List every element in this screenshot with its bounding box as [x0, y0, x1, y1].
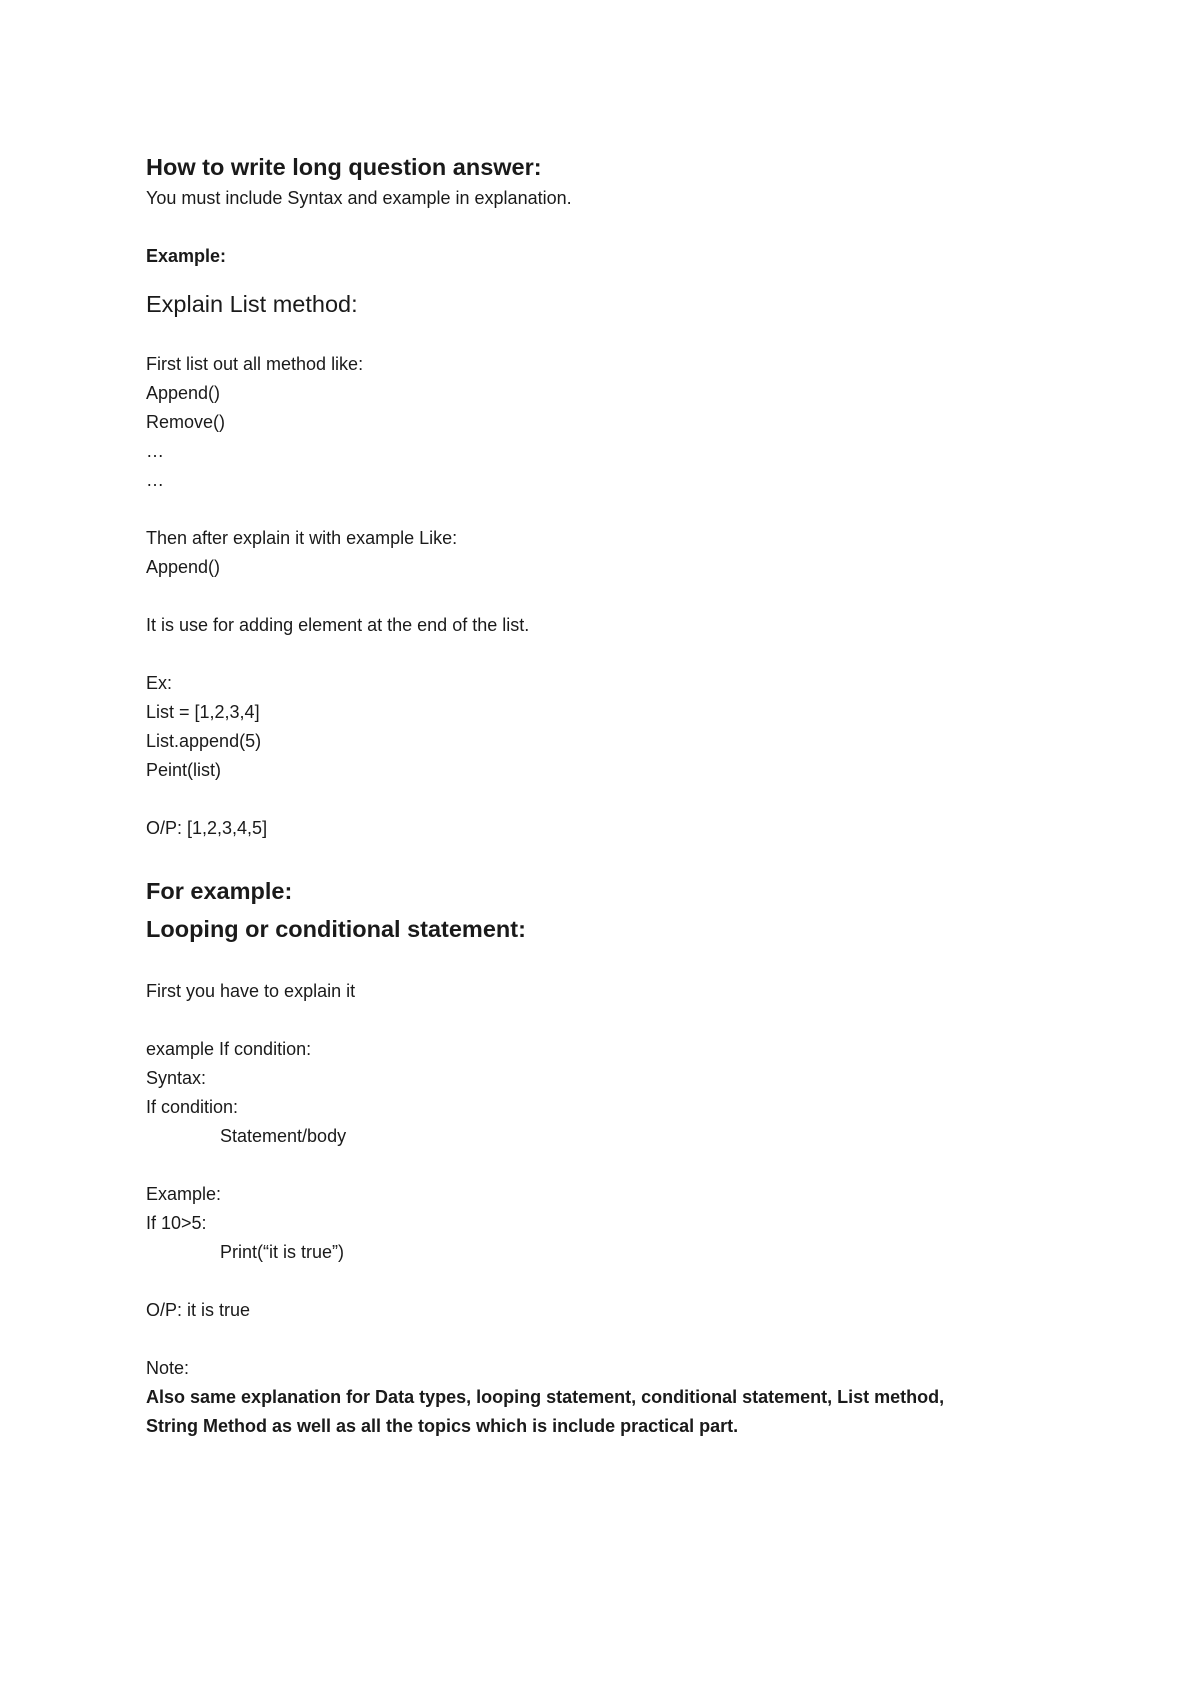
method-name: Append() — [146, 557, 221, 577]
code-body: Print(“it is true”) — [220, 1242, 345, 1262]
spacer — [146, 1151, 1046, 1180]
intro-text: You must include Syntax and example in explanation. — [146, 188, 572, 208]
note-text: String Method as well as all the topics which is include practical part. — [146, 1416, 739, 1436]
document-content — [146, 150, 1046, 1441]
example-label: Example: — [146, 246, 227, 266]
method-item: … — [146, 470, 164, 490]
code-line: List.append(5) — [146, 731, 262, 751]
code-line: Peint(list) — [146, 760, 222, 780]
explain-line: First you have to explain it — [146, 981, 356, 1001]
spacer — [146, 948, 1046, 977]
syntax-body: Statement/body — [220, 1126, 347, 1146]
code-line: List = [1,2,3,4] — [146, 702, 260, 722]
method-item: Remove() — [146, 412, 226, 432]
output-line: O/P: [1,2,3,4,5] — [146, 818, 268, 838]
method-item: … — [146, 441, 164, 461]
spacer — [146, 582, 1046, 611]
document-title: How to write long question answer: — [146, 154, 542, 180]
list-intro: First list out all method like: — [146, 354, 364, 374]
note-text: Also same explanation for Data types, looping statement, conditional statement, List method, — [146, 1387, 945, 1407]
ex-label: Ex: — [146, 673, 173, 693]
code-line: If 10>5: — [146, 1213, 207, 1233]
note-label: Note: — [146, 1358, 190, 1378]
section1-heading: Explain List method: — [146, 291, 358, 317]
spacer — [146, 271, 1046, 287]
spacer — [146, 321, 1046, 350]
section2-heading1: For example: — [146, 878, 293, 904]
spacer — [146, 785, 1046, 814]
section2-heading2: Looping or conditional statement: — [146, 916, 526, 942]
method-item: Append() — [146, 383, 221, 403]
example-label-2: Example: — [146, 1184, 222, 1204]
spacer — [146, 495, 1046, 524]
method-description: It is use for adding element at the end of the list. — [146, 615, 530, 635]
example-if-line: example If condition: — [146, 1039, 312, 1059]
spacer — [146, 843, 1046, 872]
spacer — [146, 213, 1046, 242]
syntax-line: If condition: — [146, 1097, 239, 1117]
then-line: Then after explain it with example Like: — [146, 528, 458, 548]
spacer — [146, 640, 1046, 669]
syntax-label: Syntax: — [146, 1068, 207, 1088]
spacer — [146, 1006, 1046, 1035]
output-line-2: O/P: it is true — [146, 1300, 251, 1320]
spacer — [146, 1267, 1046, 1296]
spacer — [146, 1325, 1046, 1354]
